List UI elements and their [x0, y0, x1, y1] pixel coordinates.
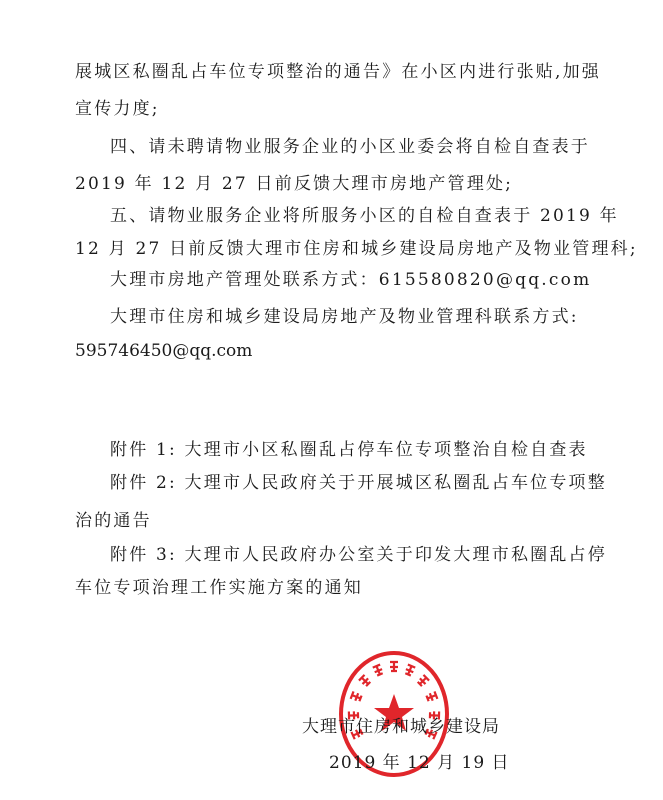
body-line: 宣传力度; [75, 99, 160, 119]
contact-2-label: 大理市住房和城乡建设局房地产及物业管理科联系方式: [110, 307, 579, 327]
attachment-3-cont: 车位专项治理工作实施方案的通知 [75, 578, 363, 598]
contact-2-email: 595746450@qq.com [75, 341, 253, 361]
attachment-3: 附件 3: 大理市人民政府办公室关于印发大理市私圈乱占停 [110, 545, 607, 565]
seal-glyph-mark [358, 674, 371, 687]
attachment-2: 附件 2: 大理市人民政府关于开展城区私圈乱占车位专项整 [110, 473, 607, 493]
body-line: 12 月 27 日前反馈大理市住房和城乡建设局房地产及物业管理科; [75, 239, 638, 259]
seal-glyph-mark [390, 661, 398, 671]
body-line: 2019 年 12 月 27 日前反馈大理市房地产管理处; [75, 174, 514, 194]
issuing-organization: 大理市住房和城乡建设局 [302, 717, 500, 737]
section-five: 五、请物业服务企业将所服务小区的自检自查表于 2019 年 [110, 206, 619, 226]
seal-glyph-mark [426, 691, 438, 702]
section-four: 四、请未聘请物业服务企业的小区业委会将自检自查表于 [110, 137, 590, 157]
attachment-2-cont: 治的通告 [75, 511, 152, 531]
seal-glyph-mark [404, 664, 415, 676]
seal-glyph-mark [350, 691, 362, 702]
body-line: 展城区私圈乱占车位专项整治的通告》在小区内进行张贴,加强 [75, 62, 602, 82]
seal-glyph-mark [417, 674, 430, 687]
seal-glyph-mark [372, 664, 383, 676]
issue-date: 2019 年 12 月 19 日 [329, 753, 510, 773]
contact-1: 大理市房地产管理处联系方式：615580820@qq.com [110, 270, 592, 290]
attachment-1: 附件 1: 大理市小区私圈乱占停车位专项整治自检自查表 [110, 440, 588, 460]
